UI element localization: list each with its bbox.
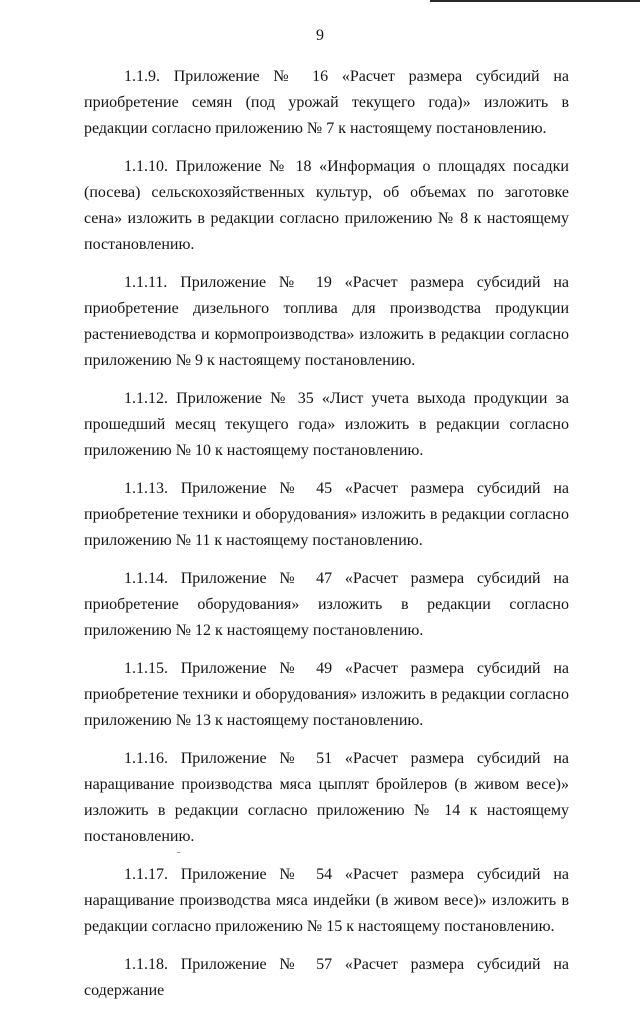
paragraph-1-1-9: 1.1.9. Приложение № 16 «Расчет размера субсидий на приобретение семян (под урожай текущего года)» изложить в редакции согласно приложению № 7 к настоящему постановлению. — [84, 68, 569, 137]
paragraph-1-1-10: 1.1.10. Приложение № 18 «Информация о площадях посадки (посева) сельскохозяйственных культур, об объемах по заготовке сена» изложить в редакции согласно приложению № 8 к настоящему постановлению. — [84, 158, 569, 253]
paragraph-1-1-18: 1.1.18. Приложение № 57 «Расчет размера субсидий на содержание — [84, 956, 569, 999]
paragraph-1-1-12: 1.1.12. Приложение № 35 «Лист учета выхода продукции за прошедший месяц текущего года» изложить в редакции согласно приложению № 10 к настоящему постановлению. — [84, 390, 569, 459]
document-body — [84, 64, 569, 1016]
top-edge-rule — [430, 0, 640, 2]
paragraph-1-1-16: 1.1.16. Приложение № 51 «Расчет размера субсидий на наращивание производства мяса цыплят бройлеров (в живом весе)» изложить в редакции согласно приложению № 14 к настоящему постановлению. — [84, 750, 569, 845]
paragraph-1-1-11: 1.1.11. Приложение № 19 «Расчет размера субсидий на приобретение дизельного топлива для производства продукции растениеводства и кормопроизводства» изложить в редакции согласно приложению № 9 к настоящему постановлению. — [84, 274, 569, 369]
paragraph-1-1-14: 1.1.14. Приложение № 47 «Расчет размера субсидий на приобретение оборудования» изложить в редакции согласно приложению № 12 к настоящему постановлению. — [84, 570, 569, 639]
paragraph-1-1-13: 1.1.13. Приложение № 45 «Расчет размера субсидий на приобретение техники и оборудования» изложить в редакции согласно приложению № 11 к настоящему постановлению. — [84, 480, 569, 549]
paragraph-1-1-17: 1.1.17. Приложение № 54 «Расчет размера субсидий на наращивание производства мяса индейки (в живом весе)» изложить в редакции согласно приложению № 15 к настоящему постановлению. — [84, 866, 569, 935]
paragraph-1-1-15: 1.1.15. Приложение № 49 «Расчет размера субсидий на приобретение техники и оборудования» изложить в редакции согласно приложению № 13 к настоящему постановлению. — [84, 660, 569, 729]
scan-speck — [177, 852, 180, 853]
page-number: 9 — [316, 27, 324, 44]
